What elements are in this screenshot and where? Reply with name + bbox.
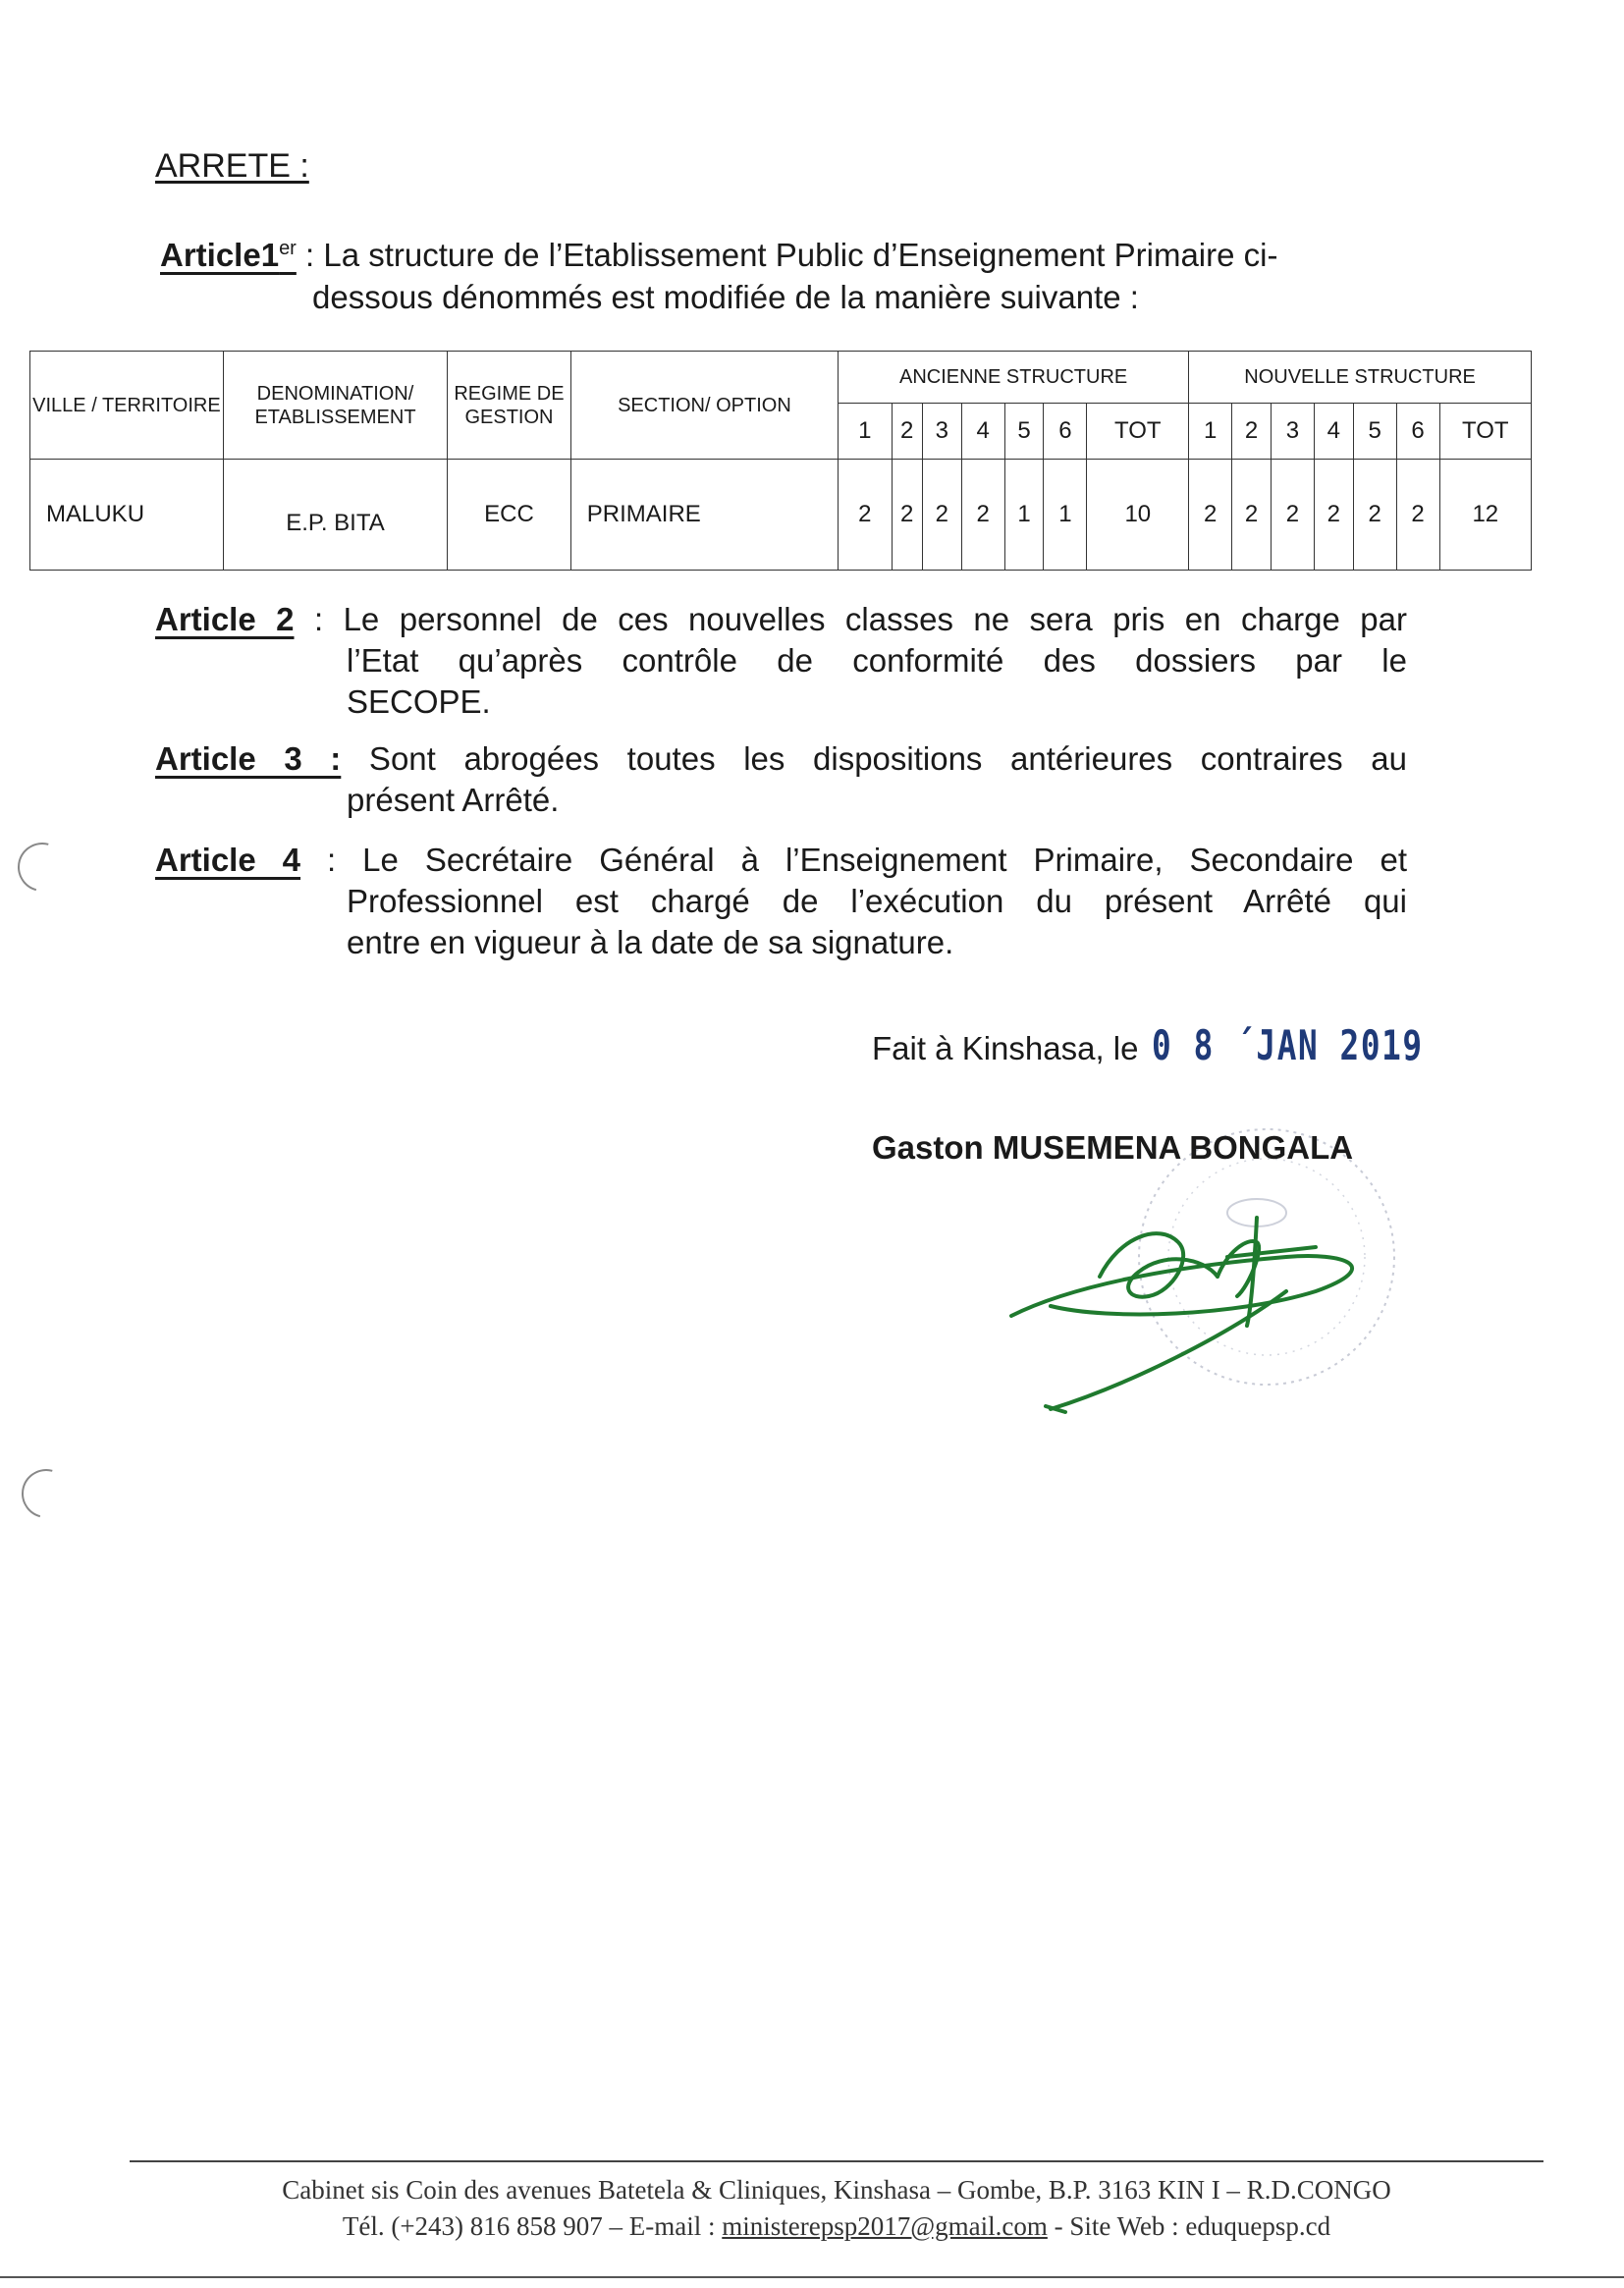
article-1-text-line1: La structure de l’Etablissement Public d’Enseignement Primaire ci- (323, 237, 1278, 273)
table-row (30, 460, 1532, 571)
cell-nouvelle-1: 2 (1189, 460, 1232, 571)
structure-table (29, 351, 1532, 571)
document-heading: ARRETE : (155, 147, 309, 185)
cell-ancienne-5: 1 (1004, 460, 1044, 571)
signatory-first-name: Gaston (872, 1129, 984, 1166)
header-ancienne-structure: ANCIENNE STRUCTURE (839, 352, 1189, 404)
article-1-text-line2: dessous dénommés est modifiée de la manière suivante : (312, 279, 1139, 315)
punch-hole-mark (9, 834, 76, 900)
article-2-text-line1: Le personnel de ces nouvelles classes ne sera pris en charge par (343, 601, 1407, 637)
header-ville-territoire: VILLE / TERRITOIRE (30, 352, 224, 460)
article-3-text-line2: présent Arrêté. (347, 782, 560, 818)
col-ancienne-tot: TOT (1087, 404, 1189, 460)
article-1-label: Article1er (160, 237, 297, 273)
col-nouvelle-tot: TOT (1439, 404, 1531, 460)
cell-ancienne-tot: 10 (1087, 460, 1189, 571)
cell-section: PRIMAIRE (570, 460, 838, 571)
footer-website: - Site Web : eduquepsp.cd (1047, 2211, 1331, 2241)
col-nouvelle-4: 4 (1314, 404, 1353, 460)
article-2-label: Article 2 (155, 601, 295, 637)
article-4-text-line3: entre en vigueur à la date de sa signature. (347, 924, 954, 960)
footer-contact (130, 2208, 1543, 2245)
header-nouvelle-structure: NOUVELLE STRUCTURE (1189, 352, 1532, 404)
article-4-label: Article 4 (155, 842, 301, 878)
col-ancienne-1: 1 (839, 404, 892, 460)
place-date (872, 1021, 1500, 1069)
cell-nouvelle-4: 2 (1314, 460, 1353, 571)
footer-phone: Tél. (+243) 816 858 907 – E-mail : (342, 2211, 723, 2241)
article-3 (155, 738, 1407, 821)
cell-ancienne-6: 1 (1044, 460, 1087, 571)
cell-ancienne-2: 2 (892, 460, 922, 571)
col-nouvelle-5: 5 (1353, 404, 1396, 460)
col-ancienne-3: 3 (922, 404, 961, 460)
article-3-label: Article 3 : (155, 740, 342, 777)
cell-regime: ECC (448, 460, 571, 571)
footer-divider (130, 2160, 1543, 2162)
col-ancienne-2: 2 (892, 404, 922, 460)
page-bottom-line (0, 2276, 1624, 2278)
col-ancienne-4: 4 (961, 404, 1004, 460)
article-2-separator: : (294, 601, 344, 637)
footer-address: Cabinet sis Coin des avenues Batetela & Cliniques, Kinshasa – Gombe, B.P. 3163 KIN I – R.D.CONGO (282, 2175, 1391, 2205)
cell-nouvelle-6: 2 (1396, 460, 1439, 571)
cell-nouvelle-3: 2 (1271, 460, 1314, 571)
handwritten-signature-icon (992, 1198, 1404, 1434)
col-nouvelle-3: 3 (1271, 404, 1314, 460)
col-nouvelle-6: 6 (1396, 404, 1439, 460)
punch-hole-mark (13, 1460, 80, 1527)
col-ancienne-6: 6 (1044, 404, 1087, 460)
article-4-separator: : (300, 842, 363, 878)
place-date-text: Fait à Kinshasa, le (872, 1030, 1139, 1066)
article-1 (160, 228, 1407, 318)
signatory-name (872, 1129, 1353, 1167)
cell-denomination: E.P. BITA (223, 460, 447, 571)
article-4-text-line2: Professionnel est chargé de l’exécution du présent Arrêté qui (347, 883, 1407, 919)
cell-ancienne-3: 2 (922, 460, 961, 571)
article-2 (155, 599, 1407, 723)
footer (130, 2172, 1543, 2245)
cell-nouvelle-2: 2 (1232, 460, 1272, 571)
col-nouvelle-2: 2 (1232, 404, 1272, 460)
footer-email-link[interactable]: ministerepsp2017@gmail.com (722, 2211, 1048, 2241)
header-section: SECTION/ OPTION (570, 352, 838, 460)
article-2-text-line3: SECOPE. (347, 683, 491, 720)
article-2-text-line2: l’Etat qu’après contrôle de conformité des dossiers par le (347, 642, 1407, 679)
cell-ville: MALUKU (30, 460, 224, 571)
article-3-text-line1: Sont abrogées toutes les dispositions antérieures contraires au (341, 740, 1408, 777)
col-ancienne-5: 5 (1004, 404, 1044, 460)
signatory-last-name: MUSEMENA BONGALA (992, 1129, 1354, 1166)
cell-nouvelle-5: 2 (1353, 460, 1396, 571)
article-1-separator: : (296, 237, 324, 273)
cell-ancienne-4: 2 (961, 460, 1004, 571)
article-4 (155, 840, 1407, 963)
header-regime: REGIME DE GESTION (448, 352, 571, 460)
cell-nouvelle-tot: 12 (1439, 460, 1531, 571)
header-denomination: DENOMINATION/ ETABLISSEMENT (223, 352, 447, 460)
article-4-text-line1: Le Secrétaire Général à l’Enseignement Primaire, Secondaire et (362, 842, 1407, 878)
date-stamp: 0 8 ´JAN 2019 (1152, 1021, 1425, 1069)
col-nouvelle-1: 1 (1189, 404, 1232, 460)
cell-ancienne-1: 2 (839, 460, 892, 571)
